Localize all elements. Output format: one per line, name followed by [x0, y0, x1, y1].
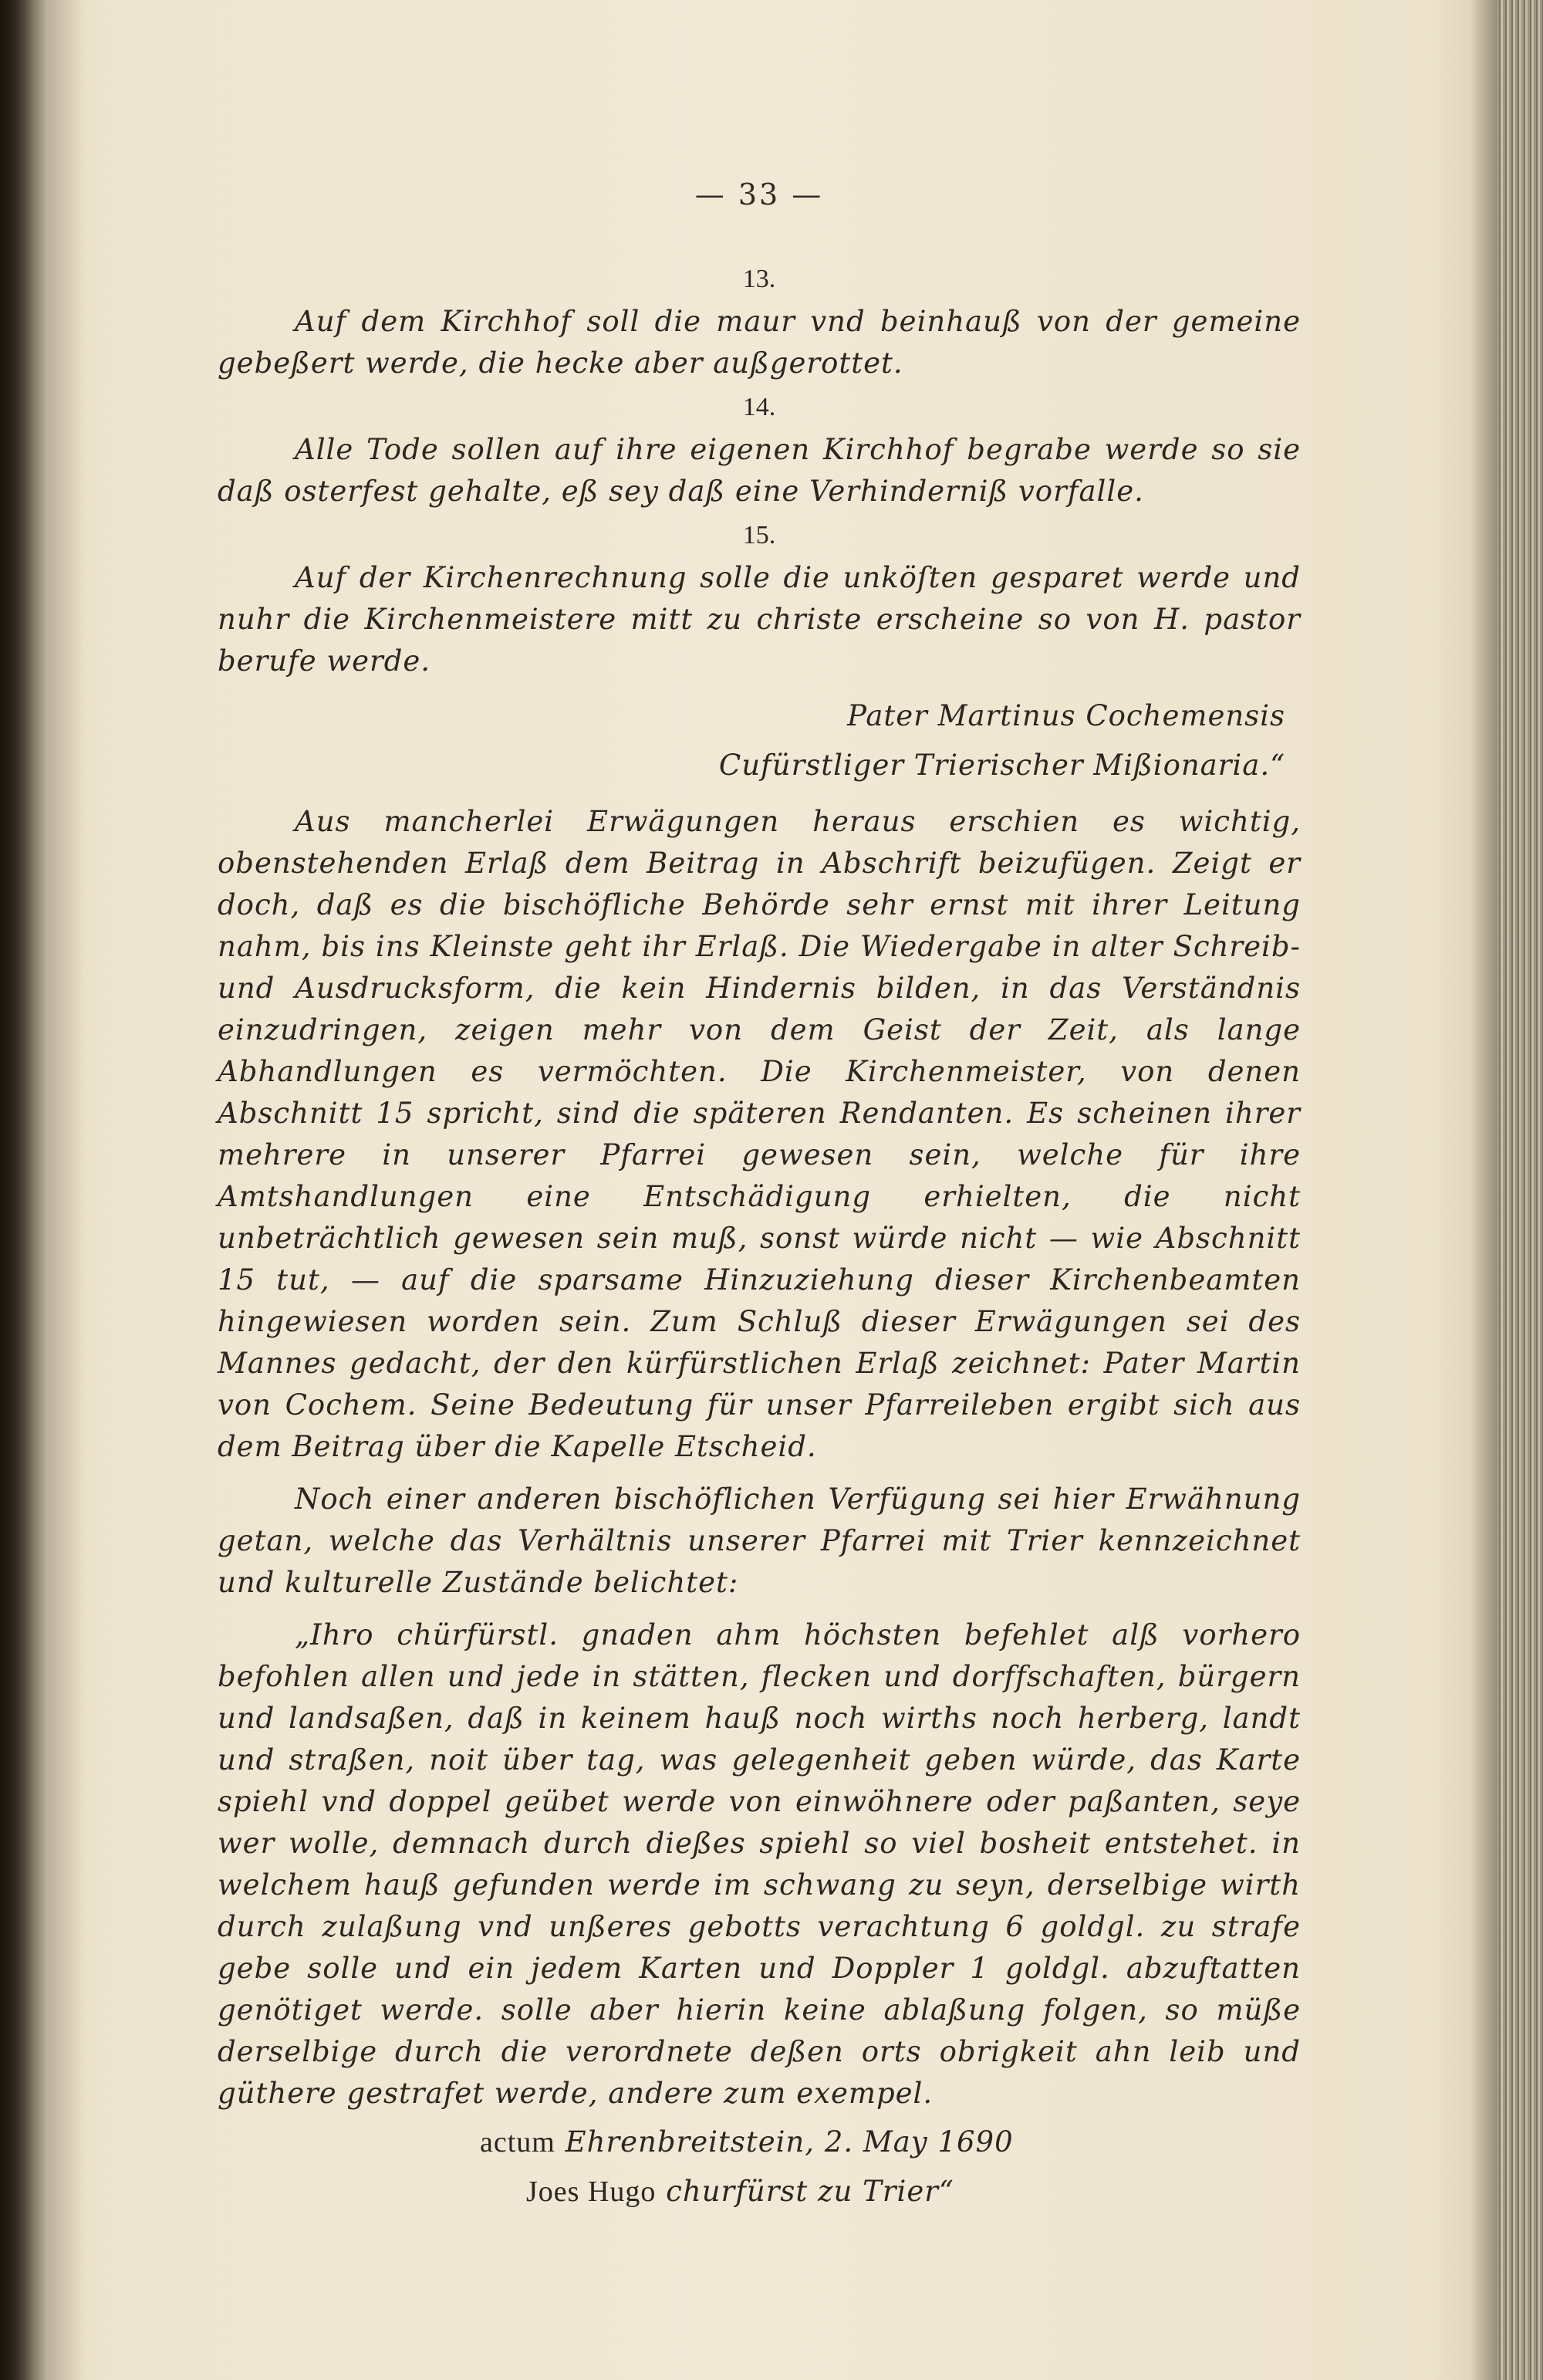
- closing-joes-rest: churfürst zu Trier“: [666, 2175, 954, 2208]
- closing-signatory: [218, 2167, 1301, 2216]
- closing-actum-prefix: actum: [480, 2126, 555, 2159]
- closing-joes-prefix: Joes Hugo: [526, 2175, 657, 2208]
- section-13-text: Auf dem Kirchhof soll die maur vnd beinhauß von der gemeine gebeßert werde, die hecke aber außgerottet.: [218, 305, 1301, 380]
- section-number-15: 15.: [742, 521, 776, 549]
- introduction-paragraph: Noch einer anderen bischöflichen Verfügung sei hier Erwähnung getan, welche das Verhältnis unserer Pfarrei mit Trier kennzeichnet und kulturelle Zustände belichtet:: [218, 1482, 1301, 1599]
- commentary-paragraph: Aus mancherlei Erwägungen heraus erschien es wichtig, obenstehenden Erlaß dem Beitrag in Abschrift beizufügen. Zeigt er doch, daß es die bischöfliche Behörde sehr ernst mit ihrer Leitung nahm, bis ins Kleinste geht ihr Erlaß. Die Wiedergabe in alter Schreib- und Ausdrucksform, die kein Hindernis bilden, in das Verständnis einzudringen, zeigen mehr von dem Geist der Zeit, als lange Abhandlungen es vermöchten. Die Kirchenmeister, von denen Abschnitt 15 spricht, sind die späteren Rendanten. Es scheinen ihrer mehrere in unserer Pfarrei gewesen sein, welche für ihre Amtshandlungen eine Entschädigung erhielten, die nicht unbeträchtlich gewesen sein muß, sonst würde nicht — wie Abschnitt 15 tut, — auf die sparsame Hinzuziehung dieser Kirchenbeamten hingewiesen worden sein. Zum Schluß dieser Erwägungen sei des Mannes gedacht, der den kürfürstlichen Erlaß zeichnet: Pater Martin von Cochem. Seine Bedeutung für unser Pfarreileben ergibt sich aus dem Beitrag über die Kapelle Etscheid.: [218, 805, 1301, 1463]
- section-15-text: Auf der Kirchenrechnung solle die unköſten gesparet werde und nuhr die Kirchenmeistere mitt zu christe erscheine so von H. pastor berufe werde.: [218, 561, 1301, 678]
- section-number-13: 13.: [742, 265, 776, 293]
- closing-actum: [218, 2118, 1301, 2167]
- section-number-14: 14.: [742, 393, 776, 421]
- page-content: [218, 177, 1301, 2216]
- section-14-text: Alle Tode sollen auf ihre eigenen Kirchhof begrabe werde so sie daß osterfest gehalte, eß sey daß eine Verhinderniß vorfalle.: [218, 433, 1301, 508]
- page-number: — 33 —: [694, 177, 824, 211]
- signature-name: Pater Martinus Cochemensis: [847, 699, 1285, 732]
- page-edge: [1497, 0, 1543, 2380]
- signature-title: Cufürstliger Trierischer Mißionaria.“: [718, 749, 1285, 782]
- decree-quote: „Ihro chürfürstl. gnaden ahm höchsten befehlet alß vorhero befohlen allen und jede in stätten, flecken und dorffschaften, bürgern und landsaßen, daß in keinem hauß noch wirths noch herberg, landt und straßen, noit über tag, was gelegenheit geben würde, das Karte spiehl vnd doppel geübet werde von einwöhnere oder paßanten, seye wer wolle, demnach durch dießes spiehl so viel bosheit entstehet. in welchem hauß gefunden werde im schwang zu seyn, derselbige wirth durch zulaßung vnd unßeres gebotts verachtung 6 goldgl. zu strafe gebe solle und ein jedem Karten und Doppler 1 goldgl. abzuftatten genötiget werde. solle aber hierin keine ablaßung folgen, so müße derselbige durch die verordnete deßen orts obrigkeit ahn leib und güthere gestrafet werde, andere zum exempel.: [218, 1618, 1301, 2110]
- book-spine-shadow: [0, 0, 85, 2380]
- closing-actum-rest: Ehrenbreitstein, 2. May 1690: [565, 2125, 1014, 2159]
